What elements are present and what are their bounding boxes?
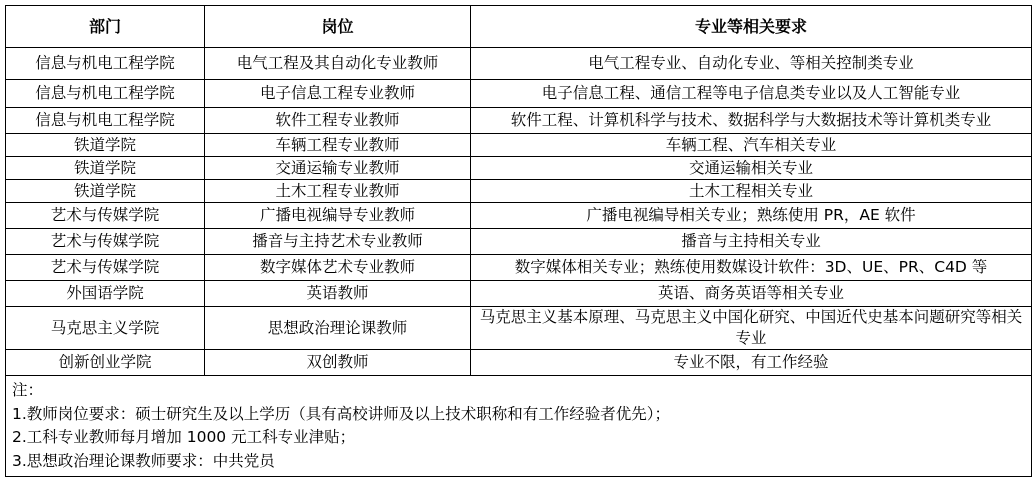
cell-requirements: 电子信息工程、通信工程等电子信息类专业以及人工智能专业 [471,80,1032,108]
cell-position: 车辆工程专业教师 [205,134,471,157]
header-position: 岗位 [205,6,471,48]
table-row [6,255,1032,281]
cell-department: 信息与机电工程学院 [6,108,205,134]
cell-position: 播音与主持艺术专业教师 [205,229,471,255]
table-row [6,48,1032,80]
cell-position: 土木工程专业教师 [205,180,471,203]
cell-position: 双创教师 [205,350,471,376]
cell-requirements: 交通运输相关专业 [471,157,1032,180]
cell-position: 广播电视编导专业教师 [205,203,471,229]
cell-requirements: 播音与主持相关专业 [471,229,1032,255]
table-row [6,281,1032,307]
cell-department: 艺术与传媒学院 [6,229,205,255]
table-row [6,157,1032,180]
cell-position: 电子信息工程专业教师 [205,80,471,108]
cell-department: 铁道学院 [6,134,205,157]
cell-position: 软件工程专业教师 [205,108,471,134]
cell-requirements: 专业不限，有工作经验 [471,350,1032,376]
recruitment-table [5,5,1032,477]
cell-position: 数字媒体艺术专业教师 [205,255,471,281]
table-row [6,180,1032,203]
cell-department: 铁道学院 [6,180,205,203]
cell-department: 马克思主义学院 [6,307,205,350]
notes-cell [6,376,1032,477]
table-row [6,80,1032,108]
cell-requirements: 马克思主义基本原理、马克思主义中国化研究、中国近代史基本问题研究等相关专业 [471,307,1032,350]
cell-requirements: 数字媒体相关专业；熟练使用数媒设计软件：3D、UE、PR、C4D 等 [471,255,1032,281]
cell-requirements: 土木工程相关专业 [471,180,1032,203]
cell-requirements: 电气工程专业、自动化专业、等相关控制类专业 [471,48,1032,80]
cell-department: 信息与机电工程学院 [6,80,205,108]
header-row [6,6,1032,48]
cell-position: 思想政治理论课教师 [205,307,471,350]
note-item: 1.教师岗位要求：硕士研究生及以上学历（具有高校讲师及以上技术职称和有工作经验者优先）； [12,404,671,423]
cell-department: 外国语学院 [6,281,205,307]
cell-position: 英语教师 [205,281,471,307]
note-item: 2.工科专业教师每月增加 1000 元工科专业津贴； [12,428,356,446]
table-row [6,350,1032,376]
cell-department: 艺术与传媒学院 [6,255,205,281]
cell-department: 铁道学院 [6,157,205,180]
note-item: 3.思想政治理论课教师要求：中共党员 [12,451,275,470]
table-row [6,307,1032,350]
notes-title: 注： [12,381,44,399]
notes-row [6,376,1032,477]
table-row [6,108,1032,134]
table-row [6,203,1032,229]
cell-department: 创新创业学院 [6,350,205,376]
table-row [6,229,1032,255]
cell-requirements: 软件工程、计算机科学与技术、数据科学与大数据技术等计算机类专业 [471,108,1032,134]
cell-position: 交通运输专业教师 [205,157,471,180]
cell-requirements: 广播电视编导相关专业；熟练使用 PR，AE 软件 [471,203,1032,229]
header-requirements: 专业等相关要求 [471,6,1032,48]
cell-position: 电气工程及其自动化专业教师 [205,48,471,80]
cell-department: 艺术与传媒学院 [6,203,205,229]
cell-requirements: 车辆工程、汽车相关专业 [471,134,1032,157]
cell-department: 信息与机电工程学院 [6,48,205,80]
header-department: 部门 [6,6,205,48]
table-row [6,134,1032,157]
cell-requirements: 英语、商务英语等相关专业 [471,281,1032,307]
